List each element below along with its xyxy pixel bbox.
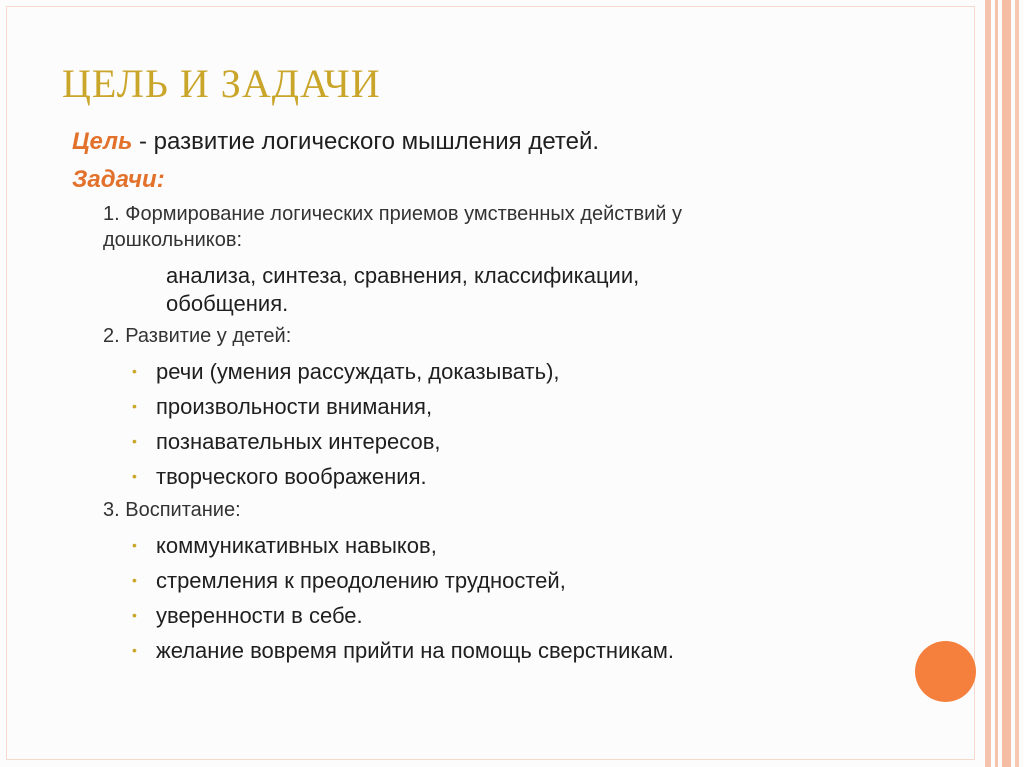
bullet-icon: • bbox=[132, 468, 137, 484]
goal-keyword: Цель bbox=[72, 128, 133, 155]
bullet-icon: • bbox=[132, 433, 137, 449]
list-item: • желание вовремя прийти на помощь сверстникам. bbox=[132, 638, 674, 663]
task-1-line-1: 1. Формирование логических приемов умственных действий у bbox=[103, 203, 682, 225]
task-1-line-2: дошкольников: bbox=[103, 229, 243, 251]
decorative-stripe bbox=[985, 0, 991, 767]
goal-line bbox=[72, 130, 599, 154]
bullet-icon: • bbox=[132, 537, 137, 553]
list-item: • речи (умения рассуждать, доказывать), bbox=[132, 359, 560, 384]
bullet-icon: • bbox=[132, 398, 137, 414]
slide-title: ЦЕЛЬ И ЗАДАЧИ bbox=[62, 61, 381, 106]
list-item: • стремления к преодолению трудностей, bbox=[132, 568, 566, 593]
goal-text: - развитие логического мышления детей. bbox=[132, 128, 600, 155]
task-1-detail-line-2: обобщения. bbox=[166, 291, 289, 316]
task-1-detail-line-1: анализа, синтеза, сравнения, классификации, bbox=[166, 263, 640, 288]
tasks-heading: Задачи: bbox=[72, 166, 165, 193]
list-item: • уверенности в себе. bbox=[132, 603, 363, 628]
list-item: • познавательных интересов, bbox=[132, 429, 441, 454]
task-2-heading: 2. Развитие у детей: bbox=[103, 325, 292, 347]
bullet-icon: • bbox=[132, 572, 137, 588]
decorative-stripe bbox=[1015, 0, 1019, 767]
list-item: • коммуникативных навыков, bbox=[132, 533, 437, 558]
bullet-icon: • bbox=[132, 607, 137, 623]
list-item: • творческого воображения. bbox=[132, 464, 427, 489]
list-item: • произвольности внимания, bbox=[132, 394, 433, 419]
bullet-icon: • bbox=[132, 363, 137, 379]
bullet-icon: • bbox=[132, 642, 137, 658]
decorative-stripe bbox=[1002, 0, 1011, 767]
task-3-heading: 3. Воспитание: bbox=[103, 499, 241, 521]
decorative-stripe bbox=[995, 0, 998, 767]
decorative-circle-icon bbox=[915, 641, 976, 702]
